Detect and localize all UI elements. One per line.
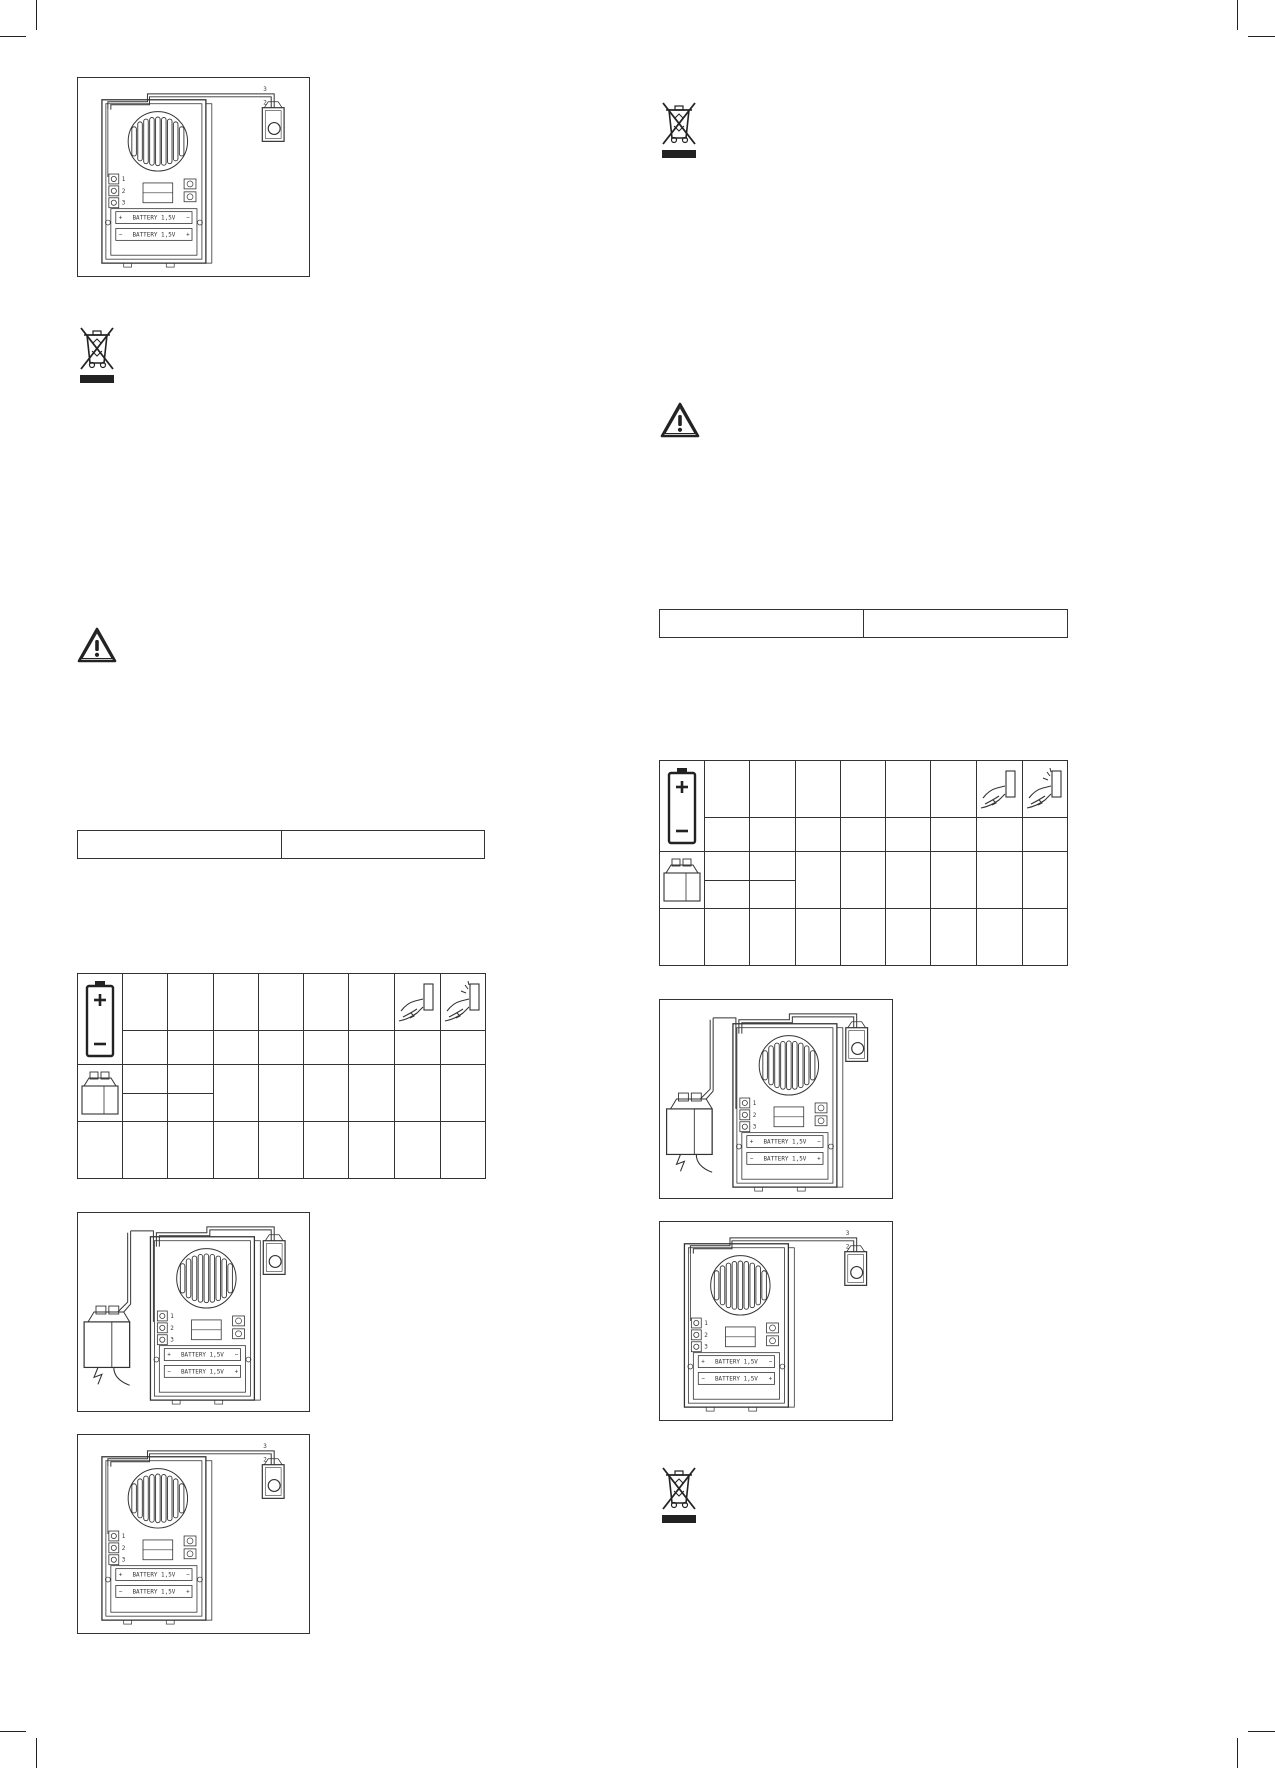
table-cell [976,761,1022,818]
svg-text:+: + [118,214,123,222]
table-cell [258,974,303,1031]
battery-label: BATTERY 1,5V [714,1375,758,1383]
svg-text:−: − [768,1358,773,1366]
table-cell [122,974,167,1031]
terminal-number: 1 [704,1319,708,1327]
terminal-number: 2 [121,187,126,195]
table-cell [885,761,930,818]
table-cell [78,1122,123,1179]
table-cell [167,1030,213,1064]
spec-box-cell [863,610,1067,637]
table-cell [660,761,705,852]
terminal-number: 3 [170,1336,174,1344]
push-button-icon [263,1235,285,1275]
table-cell [749,761,795,818]
table-cell [1023,852,1068,909]
table-cell [348,1065,394,1122]
crop-mark [36,0,37,30]
terminal-number: 2 [121,1544,126,1552]
table-cell [930,761,976,818]
table-cell [795,909,840,966]
table-cell [930,852,976,909]
push-button-icon [262,1456,284,1499]
svg-text:−: − [118,1588,123,1596]
table-cell [78,1065,123,1122]
table-cell [976,909,1022,966]
table-cell [930,817,976,851]
push-button-icon [262,99,284,142]
svg-text:−: − [234,1351,239,1359]
power-supply-table [77,973,486,1179]
crossed-out-wheelie-bin-icon [78,325,116,384]
crossed-out-wheelie-bin-icon [660,1465,698,1524]
battery-label: BATTERY 1,5V [180,1368,224,1376]
table-cell [258,1122,303,1179]
table-cell [840,817,885,851]
transformer-wiring-diagram [659,999,893,1199]
table-cell [394,1122,440,1179]
terminal-number: 1 [170,1312,174,1320]
table-cell [885,852,930,909]
push-button-icon [845,1243,867,1286]
table-cell [441,1030,486,1064]
table-cell [122,1030,167,1064]
svg-text:−: − [817,1138,821,1146]
crossed-out-wheelie-bin-icon [660,100,698,159]
table-cell [303,1065,348,1122]
table-cell [885,817,930,851]
table-cell [213,1065,258,1122]
spec-box-cell [78,831,281,858]
terminal-number: 1 [752,1099,757,1107]
table-cell [122,1093,167,1121]
transformer-icon [667,1093,713,1172]
transformer-icon [80,1070,120,1116]
table-cell [258,1030,303,1064]
table-cell [795,817,840,851]
table-cell [1023,909,1068,966]
svg-text:+: + [186,231,190,239]
table-cell [303,974,348,1031]
table-cell [394,1065,440,1122]
crop-mark [1248,1731,1275,1732]
table-cell [348,1122,394,1179]
table-cell [213,1122,258,1179]
terminal-number: 3 [121,1556,126,1564]
spec-box-cell [660,610,863,637]
terminal-number: 1 [121,175,126,183]
terminal-number: 3 [752,1123,757,1131]
table-cell [303,1122,348,1179]
table-cell [348,974,394,1031]
svg-text:+: + [817,1155,821,1163]
table-cell [394,1030,440,1064]
svg-text:+: + [167,1351,171,1359]
terminal-number: 2 [704,1331,708,1339]
table-cell [213,1030,258,1064]
battery-label: BATTERY 1,5V [132,1588,176,1596]
transformer-icon [662,857,702,903]
table-cell [122,1122,167,1179]
table-cell [258,1065,303,1122]
table-cell [394,974,440,1031]
table-cell [749,852,795,880]
svg-text:−: − [749,1155,754,1163]
table-cell [78,974,123,1065]
table-cell [441,974,486,1031]
table-cell [795,852,840,909]
battery-icon [667,767,697,845]
table-cell [167,974,213,1031]
power-supply-table [659,760,1068,966]
hand-press-button-icon [397,981,437,1023]
doorbell-wiring-diagram [77,1434,310,1634]
table-cell [213,974,258,1031]
table-cell [441,1065,486,1122]
transformer-icon [84,1306,130,1385]
wire-label: 2 [845,1243,850,1251]
spec-box-cell [281,831,485,858]
spec-box [77,830,485,859]
svg-text:−: − [186,214,190,222]
crop-mark [1237,0,1238,30]
table-cell [660,852,705,909]
terminal-number: 2 [752,1111,757,1119]
terminal-number: 3 [704,1343,708,1351]
terminal-number: 3 [121,199,126,207]
table-cell [704,761,749,818]
doorbell-wiring-diagram [77,77,310,277]
table-cell [976,817,1022,851]
crop-mark [0,36,26,37]
svg-text:+: + [749,1138,754,1146]
table-cell [1023,817,1068,851]
table-cell [660,909,705,966]
table-cell [704,880,749,908]
doorbell-wiring-diagram [659,1221,893,1421]
table-cell [930,909,976,966]
hand-press-button-icon [979,768,1019,810]
warning-triangle-icon [77,627,117,663]
table-cell [795,761,840,818]
spec-box [659,609,1068,638]
terminal-number: 1 [121,1532,126,1540]
table-cell [976,852,1022,909]
battery-icon [85,980,115,1058]
hand-ringing-button-icon [1025,768,1065,810]
wire-label: 2 [263,99,267,107]
table-cell [840,909,885,966]
svg-text:−: − [701,1375,705,1383]
table-cell [348,1030,394,1064]
svg-text:−: − [167,1368,171,1376]
push-button-icon [846,1022,868,1062]
hand-ringing-button-icon [443,981,483,1023]
wire-label: 2 [263,1456,267,1464]
crop-mark [0,1731,26,1732]
table-cell [167,1065,213,1093]
wire-label: 3 [263,1442,267,1450]
svg-text:+: + [768,1375,773,1383]
table-cell [167,1093,213,1121]
svg-text:−: − [186,1571,190,1579]
battery-label: BATTERY 1,5V [763,1138,807,1146]
svg-text:+: + [234,1368,239,1376]
table-cell [1023,761,1068,818]
table-cell [167,1122,213,1179]
table-cell [840,852,885,909]
svg-text:−: − [118,231,123,239]
battery-label: BATTERY 1,5V [180,1351,224,1359]
battery-label: BATTERY 1,5V [132,231,176,239]
battery-label: BATTERY 1,5V [132,214,176,222]
svg-text:+: + [118,1571,123,1579]
table-cell [885,909,930,966]
table-cell [122,1065,167,1093]
warning-triangle-icon [660,402,700,438]
table-cell [749,880,795,908]
table-cell [441,1122,486,1179]
crop-mark [36,1738,37,1768]
crop-mark [1248,36,1275,37]
table-cell [704,852,749,880]
table-cell [704,909,749,966]
wire-label: 3 [845,1229,850,1237]
battery-label: BATTERY 1,5V [763,1155,807,1163]
battery-label: BATTERY 1,5V [132,1571,176,1579]
wire-label: 3 [263,85,267,93]
table-cell [840,761,885,818]
table-cell [749,817,795,851]
svg-text:+: + [701,1358,705,1366]
table-cell [704,817,749,851]
transformer-wiring-diagram [77,1212,310,1412]
crop-mark [1237,1738,1238,1768]
table-cell [749,909,795,966]
battery-label: BATTERY 1,5V [714,1358,758,1366]
svg-text:+: + [186,1588,190,1596]
terminal-number: 2 [170,1324,174,1332]
table-cell [303,1030,348,1064]
